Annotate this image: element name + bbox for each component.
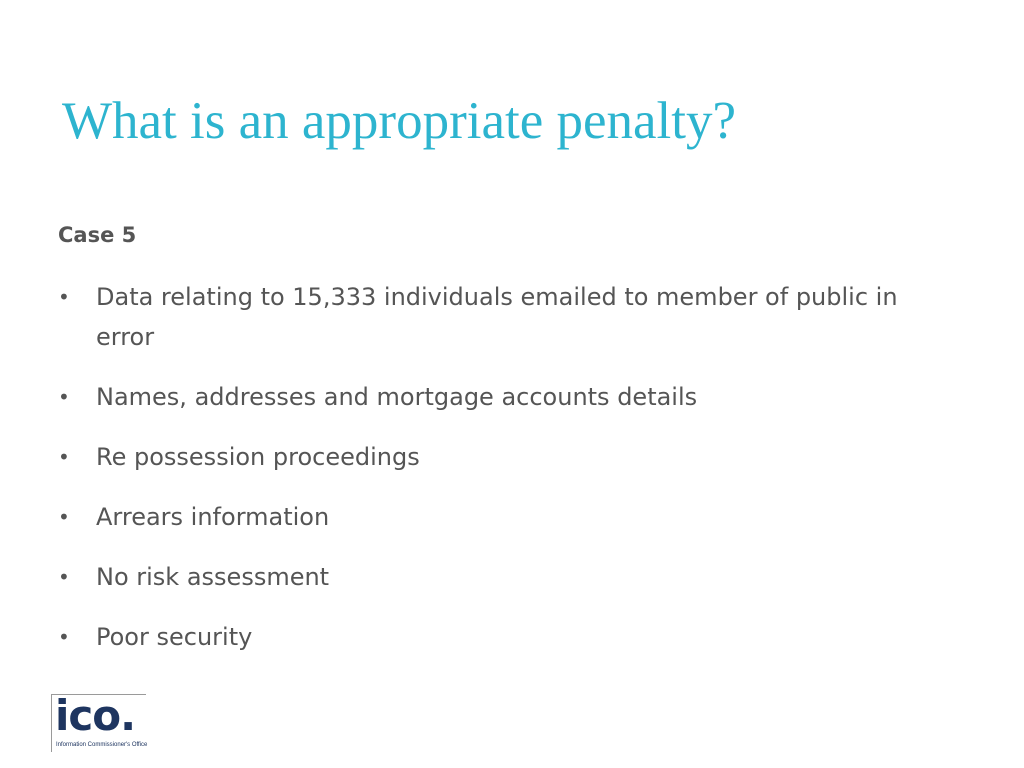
bullet-item <box>58 377 958 417</box>
bullet-icon: • <box>58 385 70 409</box>
bullet-item <box>58 617 958 657</box>
bullet-item <box>58 557 958 597</box>
bullet-icon: • <box>58 505 70 529</box>
case-heading: Case 5 <box>58 223 137 247</box>
bullet-item <box>58 497 958 537</box>
logo-subtitle: Information Commissioner's Office <box>56 742 148 748</box>
bullet-icon: • <box>58 625 70 649</box>
bullet-text: Re possession proceedings <box>96 443 420 471</box>
bullet-text: No risk assessment <box>96 563 330 591</box>
bullet-text: Arrears information <box>96 503 330 531</box>
bullet-item <box>58 437 958 477</box>
bullet-icon: • <box>58 285 70 309</box>
bullet-list <box>58 277 958 677</box>
ico-logo <box>51 691 148 752</box>
bullet-text: Data relating to 15,333 individuals emailed to member of public in error <box>96 283 898 351</box>
bullet-icon: • <box>58 565 70 589</box>
bullet-text: Poor security <box>96 623 253 651</box>
logo-mark: ico. <box>55 691 136 740</box>
bullet-item <box>58 277 958 357</box>
slide-title: What is an appropriate penalty? <box>62 92 736 150</box>
bullet-text: Names, addresses and mortgage accounts details <box>96 383 698 411</box>
bullet-icon: • <box>58 445 70 469</box>
